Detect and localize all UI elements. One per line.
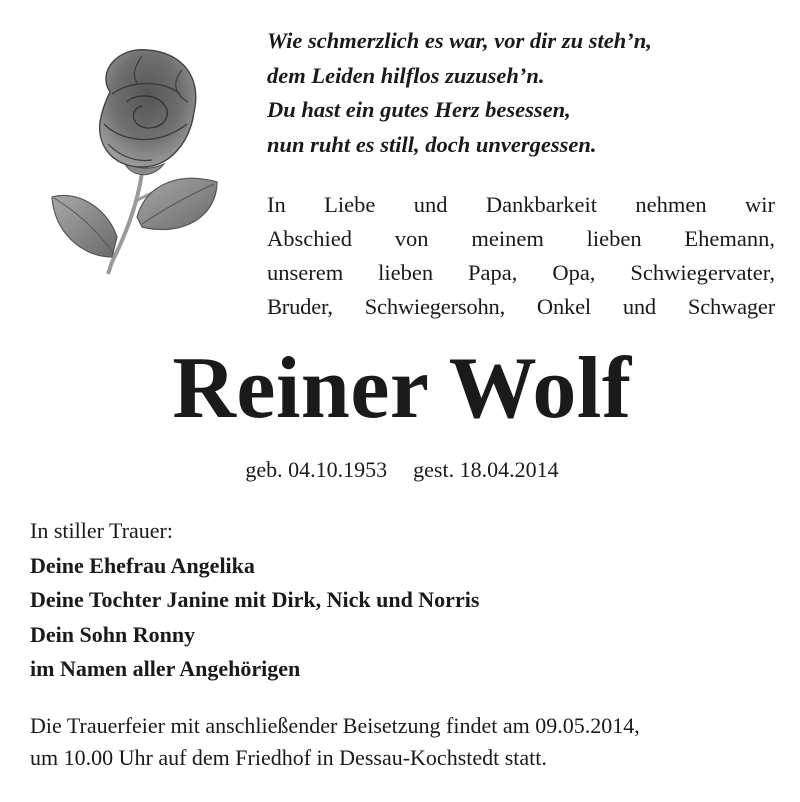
- intro-line: In Liebe und Dankbarkeit nehmen wir: [267, 192, 775, 217]
- poem: [267, 24, 787, 162]
- obituary-notice: [2, 2, 798, 798]
- deceased-name: Reiner Wolf: [172, 340, 632, 437]
- mourner-name: Deine Tochter Janine mit Dirk, Nick und Norris: [30, 587, 480, 612]
- life-dates: [2, 454, 800, 486]
- intro-text: [267, 188, 775, 324]
- service-line: Die Trauerfeier mit anschließender Beisetzung findet am 09.05.2014,: [30, 713, 640, 738]
- funeral-service-info: [30, 710, 770, 774]
- poem-line: dem Leiden hilflos zuzuseh’n.: [267, 62, 545, 88]
- death-date: gest. 18.04.2014: [413, 457, 559, 482]
- mourner-name: Deine Ehefrau Angelika: [30, 552, 255, 578]
- mourners-heading: In stiller Trauer:: [30, 518, 173, 543]
- intro-line: Bruder, Schwiegersohn, Onkel und Schwager: [267, 294, 775, 319]
- birth-date: geb. 04.10.1953: [245, 457, 388, 482]
- poem-line: Du hast ein gutes Herz besessen,: [267, 97, 571, 122]
- rose-icon: [42, 32, 242, 292]
- intro-line: unserem lieben Papa, Opa, Schwiegervater,: [267, 260, 775, 285]
- poem-line: Wie schmerzlich es war, vor dir zu steh’n,: [267, 28, 652, 53]
- mourner-name: im Namen aller Angehörigen: [30, 656, 301, 681]
- mourner-name: Dein Sohn Ronny: [30, 621, 196, 647]
- intro-line: Abschied von meinem lieben Ehemann,: [267, 226, 775, 251]
- poem-line: nun ruht es still, doch unvergessen.: [267, 131, 597, 157]
- mourners-block: [30, 514, 770, 687]
- service-line: um 10.00 Uhr auf dem Friedhof in Dessau-Kochstedt statt.: [30, 745, 547, 770]
